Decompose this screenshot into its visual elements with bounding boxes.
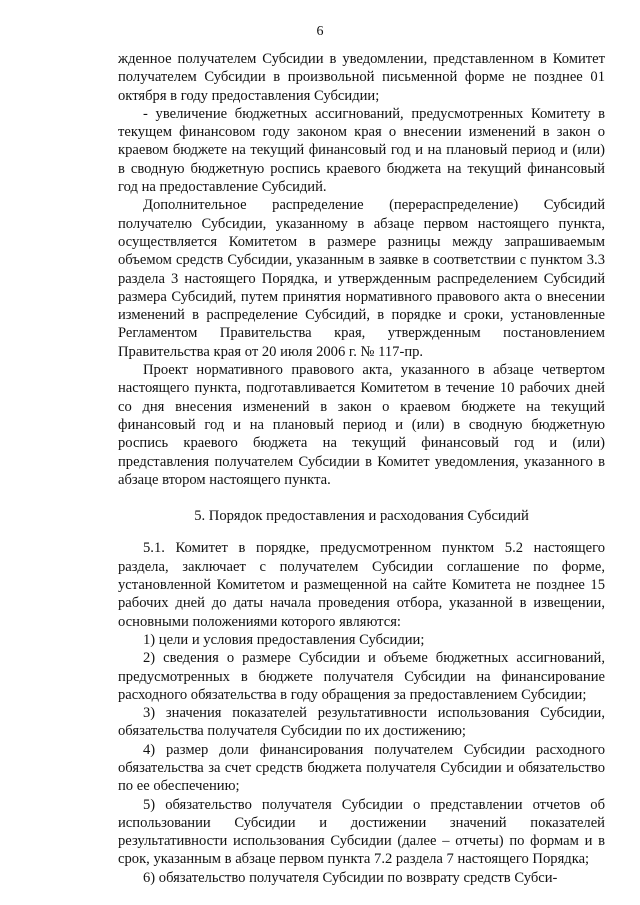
list-item: 3) значения показателей результативности использования Субсидии, обязательства получателя Субсидии по их достижению; (118, 705, 605, 740)
paragraph: Проект нормативного правового акта, указанного в абзаце четвертом настоящего пункта, подготавливается Комитетом в течение 10 рабочих дней со дня внесения изменений в закон о краевом бюджете на текущий финансовый год и на плановый период и (или) в сводную бюджетную роспись краевого бюджета на текущий финансовый год и (или) представления получателем Субсидии в Комитет уведомления, указанного в абзаце втором настоящего пункта. (118, 362, 605, 488)
section-heading: 5. Порядок предоставления и расходования Субсидий (194, 508, 529, 525)
list-item: 1) цели и условия предоставления Субсидии; (143, 631, 425, 648)
page-number: 6 (316, 24, 324, 39)
paragraph: - увеличение бюджетных ассигнований, предусмотренных Комитету в текущем финансовом году законом края о внесении изменений в закон о краевом бюджете на текущий финансовый год и на плановый период и (или) в сводную бюджетную роспись краевого бюджета на текущий финансовый год на предоставление Субсидий. (118, 105, 605, 196)
list-item: 5) обязательство получателя Субсидии о представлении отчетов об использовании Субсидии и достижении значений показателей результативности использования Субсидии (далее – отчеты) по формам и в срок, указанным в абзаце первом пункта 7.2 раздела 7 настоящего Порядка; (118, 796, 605, 868)
paragraph: 5.1. Комитет в порядке, предусмотренном пунктом 5.2 настоящего раздела, заключает с получателем Субсидии соглашение по форме, установленной Комитетом и размещенной на сайте Комитета не позднее 15 рабочих дней до даты начала проведения отбора, указанной в извещении, основными положениями которого являются: (118, 540, 605, 630)
document-body (118, 50, 605, 887)
list-item: 2) сведения о размере Субсидии и объеме бюджетных ассигнований, предусмотренных в бюджете получателя Субсидии на финансирование расходного обязательства в году обращения за предоставлением Субсидии; (118, 650, 605, 703)
paragraph: Дополнительное распределение (перераспределение) Субсидий получателю Субсидии, указанному в абзаце первом настоящего пункта, осуществляется Комитетом в размере разницы между запрашиваемым объемом средств Субсидии, указанным в заявке в соответствии с пунктом 3.3 раздела 3 настоящего Порядка, и утвержденным распределением Субсидий размера Субсидий, путем принятия нормативного правового акта о внесении изменений в распределение Субсидий, в порядке и сроки, установленные Регламентом Правительства края, утвержденным постановлением Правительства края от 20 июля 2006 г. № 117-пр. (118, 197, 605, 360)
list-item: 6) обязательство получателя Субсидии по возврату средств Субси- (143, 869, 558, 886)
paragraph-continuation: жденное получателем Субсидии в уведомлении, представленном в Комитет получателем Субсидии в произвольной письменной форме не позднее 01 октября в году предоставления Субсидии; (118, 51, 605, 104)
list-item: 4) размер доли финансирования получателем Субсидии расходного обязательства за счет средств бюджета получателя Субсидии и обязательство по ее обеспечению; (118, 741, 605, 795)
